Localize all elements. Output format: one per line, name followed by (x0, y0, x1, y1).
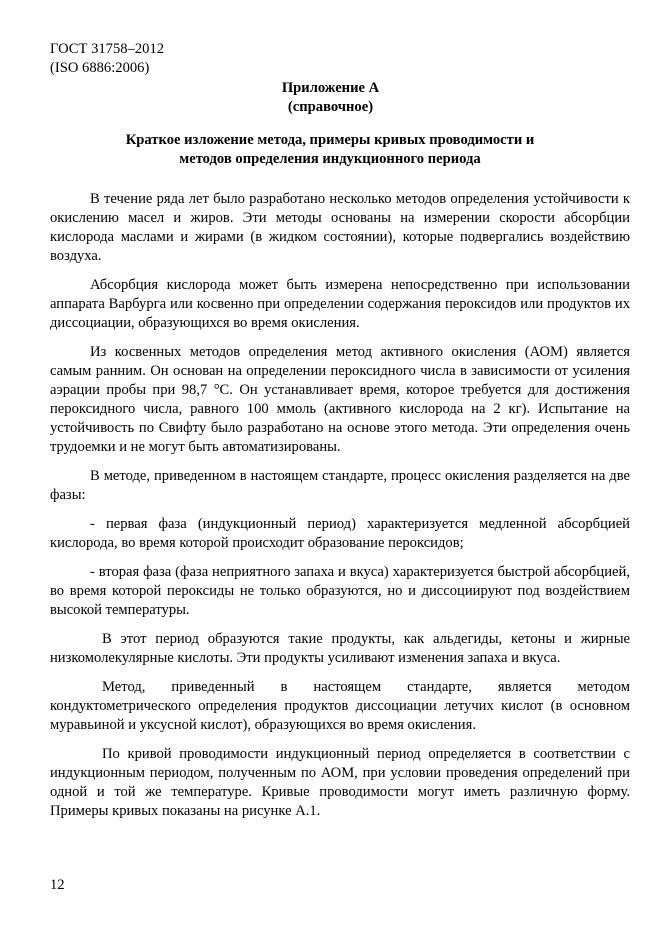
section-title-line-1: Краткое изложение метода, примеры кривых проводимости и (125, 132, 535, 148)
paragraph-7: В этот период образуются такие продукты, как альдегиды, кетоны и жирные низкомолекулярные кислоты. Эти продукты усиливают изменения запаха и вкуса. (50, 631, 630, 666)
paragraph-4: В методе, приведенном в настоящем стандарте, процесс окисления разделяется на две фазы: (50, 468, 630, 503)
document-body (50, 190, 630, 831)
standard-code: ГОСТ 31758–2012 (50, 41, 165, 57)
paragraph-5: - первая фаза (индукционный период) характеризуется медленной абсорбцией кислорода, во время которой происходит образование пероксидов; (50, 516, 630, 551)
appendix-title: Приложение А (281, 80, 380, 96)
appendix-subtitle: (справочное) (287, 99, 374, 115)
paragraph-6: - вторая фаза (фаза неприятного запаха и вкуса) характеризуется быстрой абсорбцией, во время которой пероксиды не только образуются, но и диссоциируют под воздействием высокой температуры. (50, 564, 630, 618)
section-title-line-2: методов определения индукционного периода (179, 151, 481, 167)
iso-code: (ISO 6886:2006) (50, 60, 150, 76)
document-header (50, 40, 164, 78)
section-title (50, 131, 610, 169)
paragraph-2: Абсорбция кислорода может быть измерена непосредственно при использовании аппарата Варбурга или косвенно при определении содержания пероксидов или продуктов их диссоциации, образующихся во время окисления. (50, 277, 630, 331)
paragraph-8: Метод, приведенный в настоящем стандарте, является методом кондуктометрического определения продуктов диссоциации летучих кислот (в основном муравьиной и уксусной кислот), образующихся во время окисления. (50, 679, 630, 733)
paragraph-9: По кривой проводимости индукционный период определяется в соответствии с индукционным периодом, полученным по АОМ, при условии проведения определений при одной и той же температуре. Кривые проводимости могут иметь различную форму. Примеры кривых показаны на рисунке А.1. (50, 746, 630, 819)
paragraph-3: Из косвенных методов определения метод активного окисления (АОМ) является самым ранним. Он основан на определении пероксидного числа в зависимости от усиления аэрации пробы при 98,7 °С. Он устанавливает время, которое требуется для достижения пероксидного числа, равного 100 ммоль (активного кислорода на 2 кг). Испытание на устойчивость по Свифту было разработано на основе этого метода. Эти определения очень трудоемки и не могут быть автоматизированы. (50, 344, 630, 455)
page-number: 12 (50, 877, 65, 893)
paragraph-1: В течение ряда лет было разработано несколько методов определения устойчивости к окислению масел и жиров. Эти методы основаны на измерении скорости абсорбции кислорода маслами и жирами (в жидком состоянии), которые подвергались воздействию воздуха. (50, 191, 630, 264)
